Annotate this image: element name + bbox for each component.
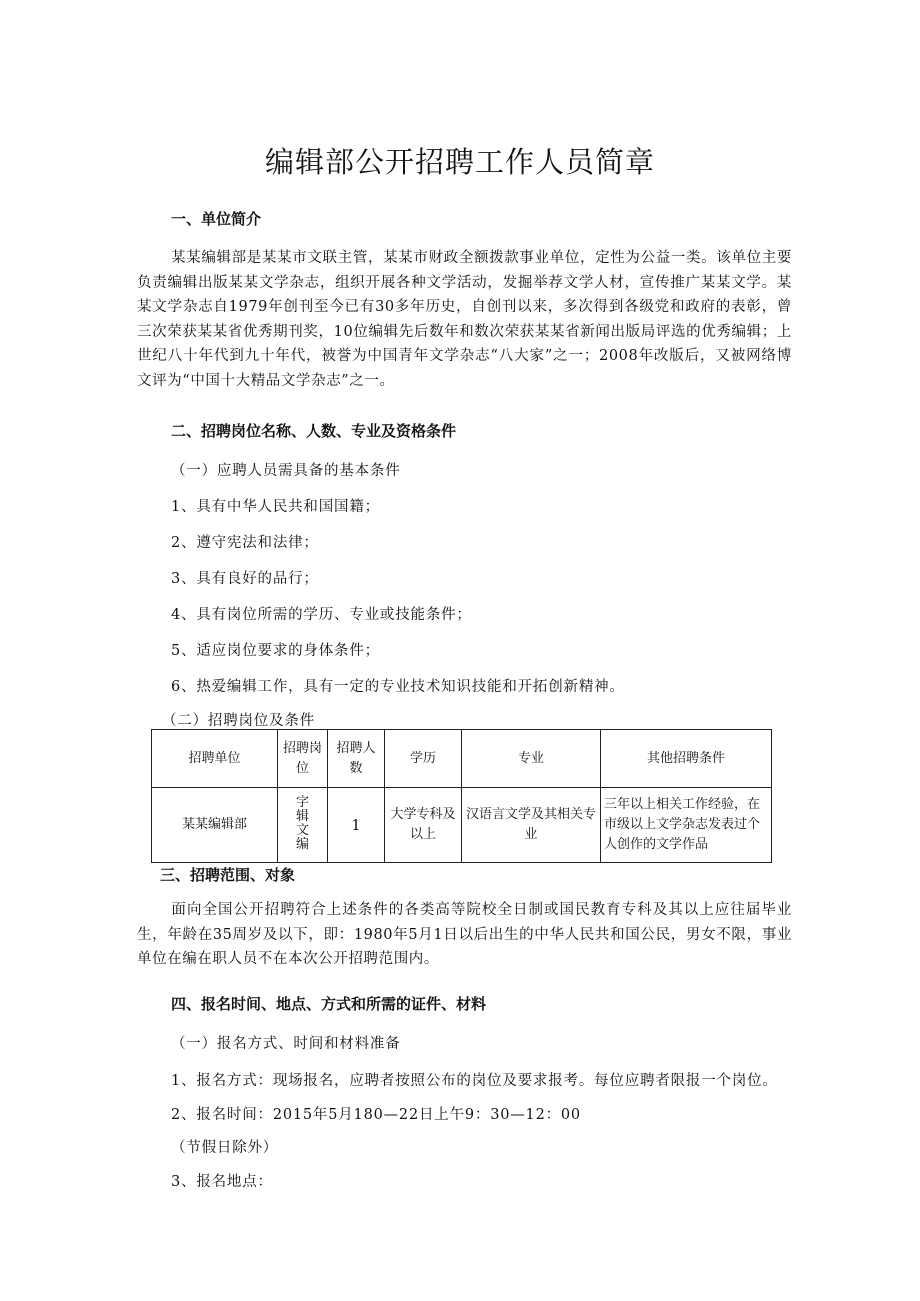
header-unit: 招聘单位 [152,730,278,788]
section3-paragraph [137,898,792,972]
registration-item: 3、报名地点： [171,1174,273,1190]
section1-paragraph [137,246,792,393]
header-position: 招聘岗位 [278,730,328,788]
section3-heading: 三、招聘范围、对象 [160,866,296,884]
condition-item: 4、具有岗位所需的学历、专业或技能条件； [171,607,472,623]
registration-item: （节假日除外） [171,1140,279,1156]
condition-item: 2、遵守宪法和法律； [171,535,319,551]
condition-item: 5、适应岗位要求的身体条件； [171,643,380,659]
section3-paragraph-text: 面向全国公开招聘符合上述条件的各类高等院校全日制或国民教育专科及其以上应往届毕业生，年龄在35周岁及以下，即：1980年5月1日以后出生的中华人民共和国公民，男女不限，事业单位在编在职人员不在本次公开招聘范围内。 [137,902,792,967]
recruitment-table [151,729,772,863]
table-header-row [152,730,772,788]
table-row [152,788,772,863]
registration-item: 2、报名时间：2015年5月180—22日上午9：30—12：00 [171,1107,581,1123]
section4-sub1: （一）报名方式、时间和材料准备 [171,1036,401,1052]
cell-count: 1 [328,788,385,863]
header-other: 其他招聘条件 [601,730,772,788]
header-count: 招聘人数 [328,730,385,788]
cell-position [278,788,328,863]
section4-heading: 四、报名时间、地点、方式和所需的证件、材料 [171,995,487,1013]
section1-paragraph-text: 某某编辑部是某某市文联主管，某某市财政全额拨款事业单位，定性为公益一类。该单位主要负责编辑出版某某文学杂志，组织开展各种文学活动，发掘举荐文学人材，宣传推广某某文学。某某文学杂志自1979年创刊至今已有30多年历史，自创刊以来，多次得到各级党和政府的表彰，曾三次荣获某某省优秀期刊奖，10位编辑先后数年和数次荣获某某省新闻出版局评选的优秀编辑；上世纪八十年代到九十年代，被誉为中国青年文学杂志“八大家”之一；2008年改版后，又被网络博文评为“中国十大精品文学杂志”之一。 [137,250,792,389]
condition-item: 3、具有良好的品行； [171,571,319,587]
header-education: 学历 [385,730,462,788]
registration-item: 1、报名方式：现场报名，应聘者按照公布的岗位及要求报考。每位应聘者限报一个岗位。 [171,1073,778,1089]
section2-sub2: （二）招聘岗位及条件 [162,713,315,729]
cell-unit: 某某编辑部 [152,788,278,863]
cell-education: 大学专科及以上 [385,788,462,863]
section1-heading: 一、单位简介 [171,210,262,228]
condition-item: 1、具有中华人民共和国国籍； [171,499,380,515]
condition-item: 6、热爱编辑工作，具有一定的专业技术知识技能和开拓创新精神。 [171,679,625,695]
document-title: 编辑部公开招聘工作人员简章 [264,145,655,179]
section2-sub1: （一）应聘人员需具备的基本条件 [171,463,401,479]
cell-other: 三年以上相关工作经验，在市级以上文学杂志发表过个人创作的文学作品 [601,788,772,863]
cell-major: 汉语言文学及其相关专业 [462,788,601,863]
cell-position-text: 字辑文编 [295,794,309,852]
section2-heading: 二、招聘岗位名称、人数、专业及资格条件 [171,422,457,440]
header-major: 专业 [462,730,601,788]
